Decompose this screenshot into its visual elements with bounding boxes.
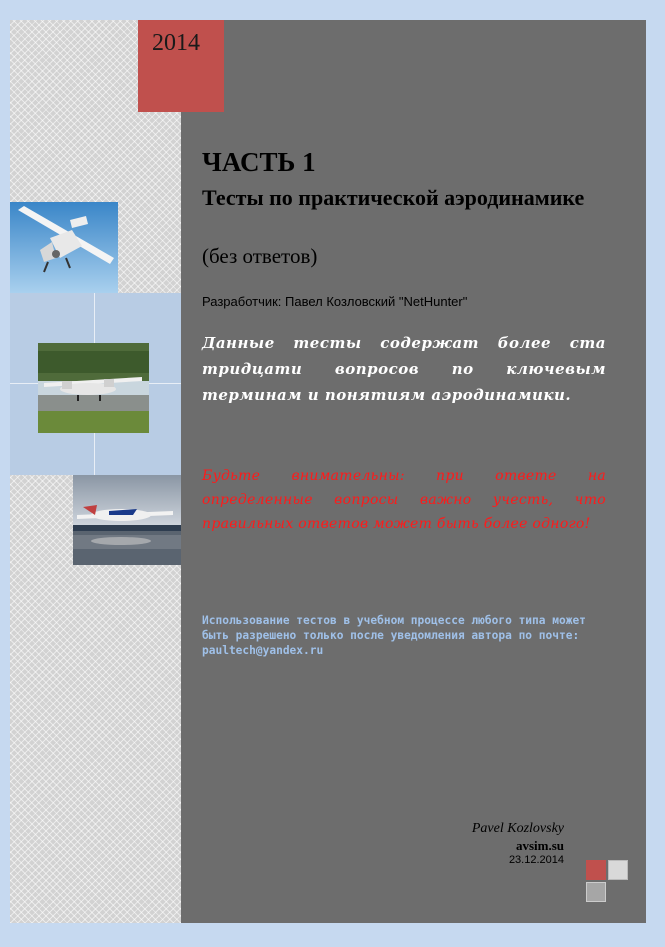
publication-date: 23.12.2014 <box>508 854 564 866</box>
decor-square-red <box>586 860 606 880</box>
airplane-photo-icon <box>73 475 181 565</box>
year-label: 2014 <box>152 30 200 56</box>
usage-notice: Использование тестов в учебном процессе любого типа может быть разрешено только после уведомления автора по почте: paultech@yandex.ru <box>202 614 586 657</box>
developer-credit: Разработчик: Павел Козловский "NetHunter" <box>202 294 468 309</box>
decor-square-light <box>608 860 628 880</box>
subtitle-note: (без ответов) <box>202 244 318 268</box>
author-name: Pavel Kozlovsky <box>471 821 564 836</box>
part-title: ЧАСТЬ 1 <box>202 147 316 177</box>
decor-square-gray <box>586 882 606 902</box>
aircraft-apron-photo <box>73 475 181 565</box>
aircraft-flight-photo <box>10 202 118 293</box>
airplane-photo-icon <box>38 343 149 433</box>
document-subtitle: Тесты по практической аэродинамике <box>202 185 585 210</box>
warning-text: Будьте внимательны: при ответе на определенные вопросы важно учесть, что правильных ответов может быть более одного! <box>202 468 606 532</box>
description-text: Данные тесты содержат более ста тридцати вопросов по ключевым терминам и понятиям аэродинамики. <box>202 334 606 404</box>
author-site: avsim.su <box>515 838 564 853</box>
aircraft-runway-photo <box>38 343 149 433</box>
airplane-photo-icon <box>10 202 118 293</box>
